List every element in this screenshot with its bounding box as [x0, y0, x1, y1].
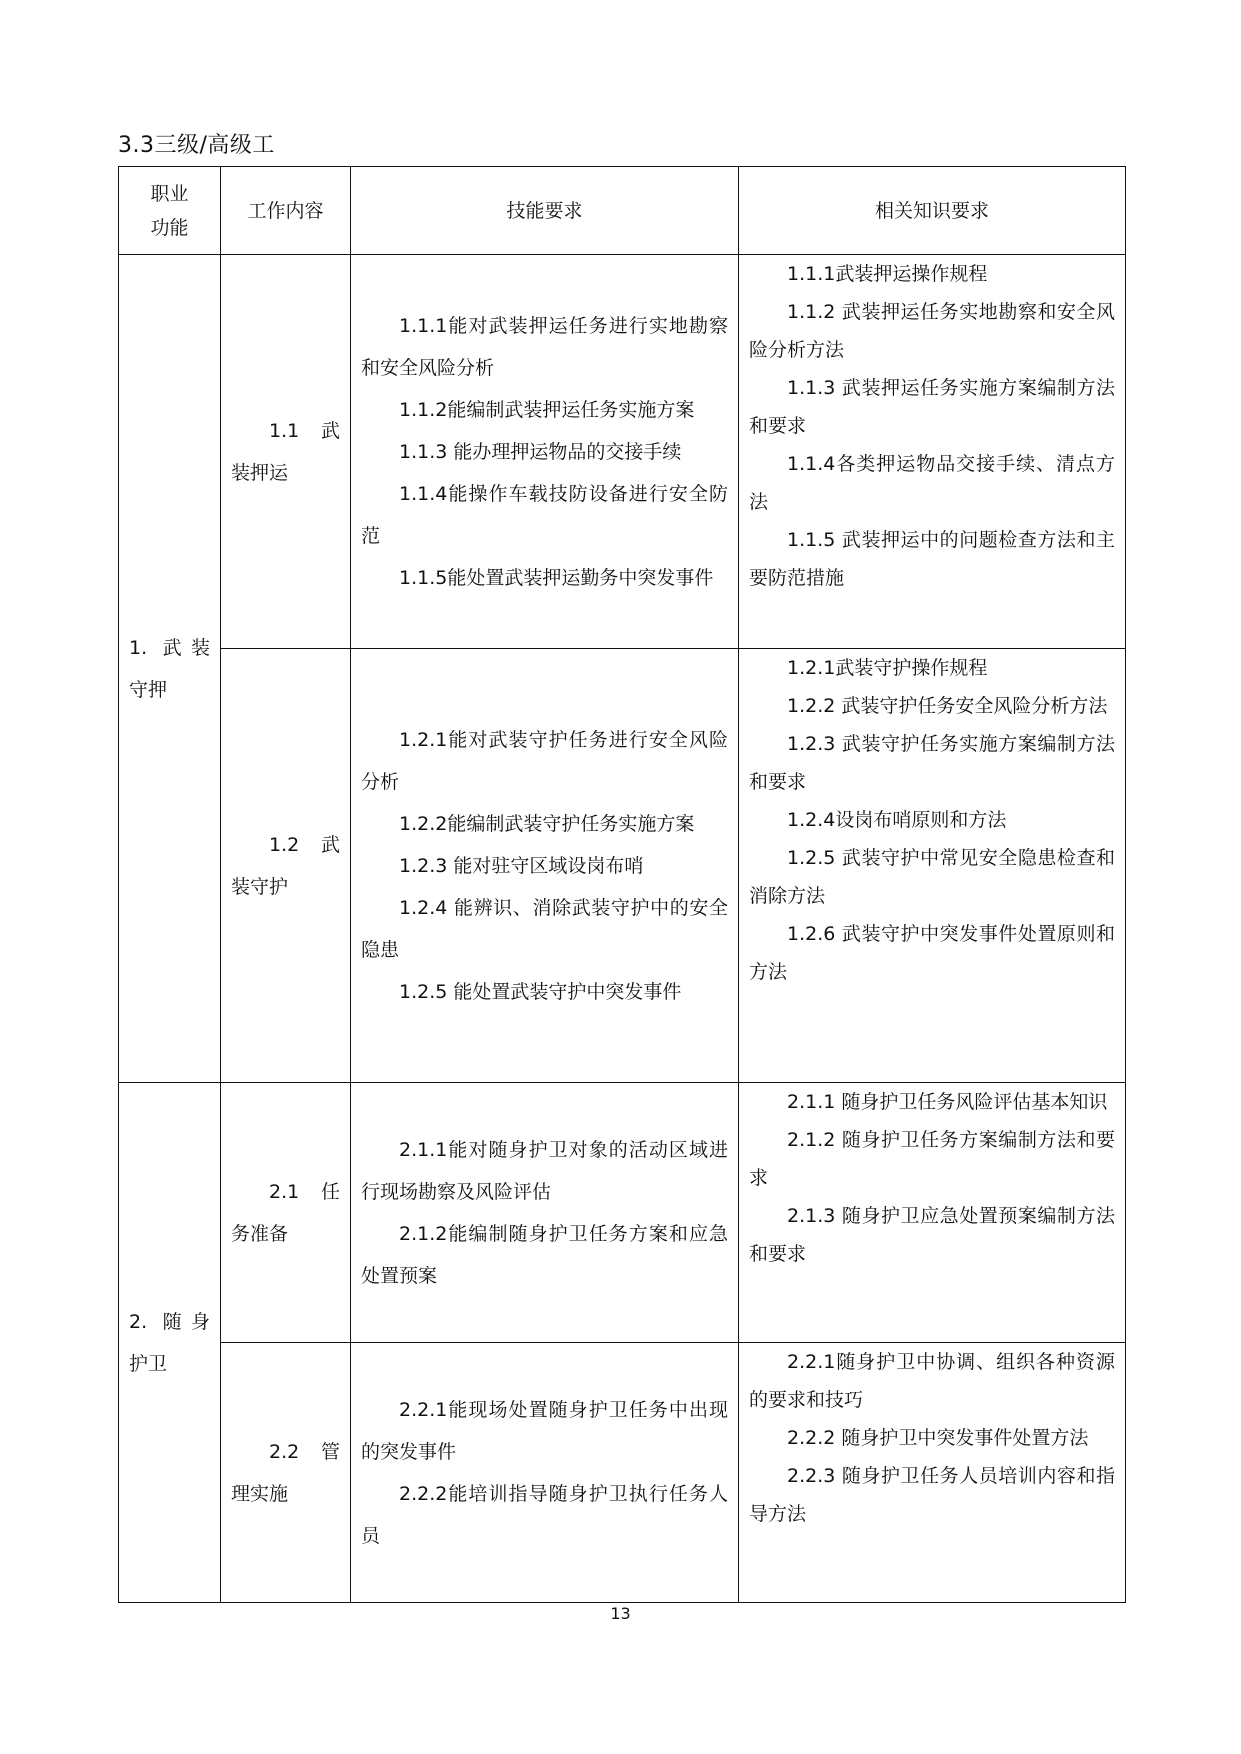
- knowledge-cell: [739, 255, 1126, 649]
- skill-item: 1.2.3 能对驻守区域设岗布哨: [399, 854, 644, 877]
- work-content-cell: [221, 649, 351, 1083]
- header-function: [119, 167, 221, 255]
- table-row: [119, 255, 1126, 649]
- table-row: [119, 1343, 1126, 1603]
- work-content-label: 1.1 武装押运: [231, 419, 340, 484]
- skill-item: 1.1.5能处置武装押运勤务中突发事件: [399, 566, 714, 589]
- work-content-label: 2.1 任务准备: [231, 1180, 340, 1245]
- skills-cell: [351, 649, 739, 1083]
- section-heading: 3.3三级/高级工: [118, 133, 275, 158]
- skill-item: 2.1.2能编制随身护卫任务方案和应急处置预案: [361, 1222, 728, 1287]
- knowledge-item: 2.2.1随身护卫中协调、组织各种资源的要求和技巧: [749, 1351, 1115, 1411]
- knowledge-item: 2.1.3 随身护卫应急处置预案编制方法和要求: [749, 1205, 1115, 1265]
- header-work-content: 工作内容: [221, 167, 351, 255]
- knowledge-item: 2.1.2 随身护卫任务方案编制方法和要求: [749, 1129, 1115, 1189]
- knowledge-cell: [739, 649, 1126, 1083]
- skill-item: 1.1.2能编制武装押运任务实施方案: [399, 398, 695, 421]
- knowledge-item: 1.2.4设岗布哨原则和方法: [787, 809, 1007, 831]
- skill-item: 1.1.1能对武装押运任务进行实地勘察和安全风险分析: [361, 314, 728, 379]
- skill-item: 1.2.5 能处置武装守护中突发事件: [399, 980, 682, 1003]
- knowledge-item: 2.2.2 随身护卫中突发事件处置方法: [787, 1427, 1089, 1449]
- skill-item: 1.1.4能操作车载技防设备进行安全防范: [361, 482, 728, 547]
- knowledge-item: 1.2.3 武装守护任务实施方案编制方法和要求: [749, 733, 1115, 793]
- skill-item: 1.2.2能编制武装守护任务实施方案: [399, 812, 695, 835]
- knowledge-item: 1.2.2 武装守护任务安全风险分析方法: [787, 695, 1108, 717]
- header-skill-requirements: 技能要求: [351, 167, 739, 255]
- knowledge-item: 1.1.5 武装押运中的问题检查方法和主要防范措施: [749, 529, 1115, 589]
- skills-cell: [351, 1343, 739, 1603]
- knowledge-item: 1.2.1武装守护操作规程: [787, 657, 988, 679]
- function-label: 1. 武装守押: [129, 636, 210, 701]
- function-cell: [119, 1083, 221, 1603]
- skill-item: 1.1.3 能办理押运物品的交接手续: [399, 440, 682, 463]
- skills-cell: [351, 1083, 739, 1343]
- knowledge-item: 1.2.6 武装守护中突发事件处置原则和方法: [749, 923, 1115, 983]
- knowledge-item: 1.1.4各类押运物品交接手续、清点方法: [749, 453, 1115, 513]
- work-content-cell: [221, 255, 351, 649]
- knowledge-item: 1.1.1武装押运操作规程: [787, 263, 988, 285]
- competency-table: [118, 166, 1126, 1603]
- knowledge-item: 2.1.1 随身护卫任务风险评估基本知识: [787, 1091, 1108, 1113]
- function-cell: [119, 255, 221, 1083]
- work-content-cell: [221, 1083, 351, 1343]
- work-content-cell: [221, 1343, 351, 1603]
- knowledge-item: 1.1.2 武装押运任务实地勘察和安全风险分析方法: [749, 301, 1115, 361]
- skill-item: 2.2.2能培训指导随身护卫执行任务人员: [361, 1482, 728, 1547]
- header-function-line2: 功能: [150, 216, 189, 239]
- work-content-label: 2.2 管理实施: [231, 1440, 340, 1505]
- table-row: [119, 1083, 1126, 1343]
- knowledge-cell: [739, 1343, 1126, 1603]
- table-header-row: [119, 167, 1126, 255]
- skill-item: 2.1.1能对随身护卫对象的活动区域进行现场勘察及风险评估: [361, 1138, 728, 1203]
- knowledge-cell: [739, 1083, 1126, 1343]
- header-function-line1: 职业: [150, 182, 189, 205]
- knowledge-item: 2.2.3 随身护卫任务人员培训内容和指导方法: [749, 1465, 1115, 1525]
- work-content-label: 1.2 武装守护: [231, 833, 340, 898]
- table-row: [119, 649, 1126, 1083]
- page-number: 13: [610, 1604, 631, 1623]
- knowledge-item: 1.2.5 武装守护中常见安全隐患检查和消除方法: [749, 847, 1115, 907]
- knowledge-item: 1.1.3 武装押运任务实施方案编制方法和要求: [749, 377, 1115, 437]
- skill-item: 1.2.4 能辨识、消除武装守护中的安全隐患: [361, 896, 728, 961]
- skill-item: 2.2.1能现场处置随身护卫任务中出现的突发事件: [361, 1398, 728, 1463]
- function-label: 2. 随身护卫: [129, 1310, 210, 1375]
- header-knowledge-requirements: 相关知识要求: [739, 167, 1126, 255]
- skills-cell: [351, 255, 739, 649]
- skill-item: 1.2.1能对武装守护任务进行安全风险分析: [361, 728, 728, 793]
